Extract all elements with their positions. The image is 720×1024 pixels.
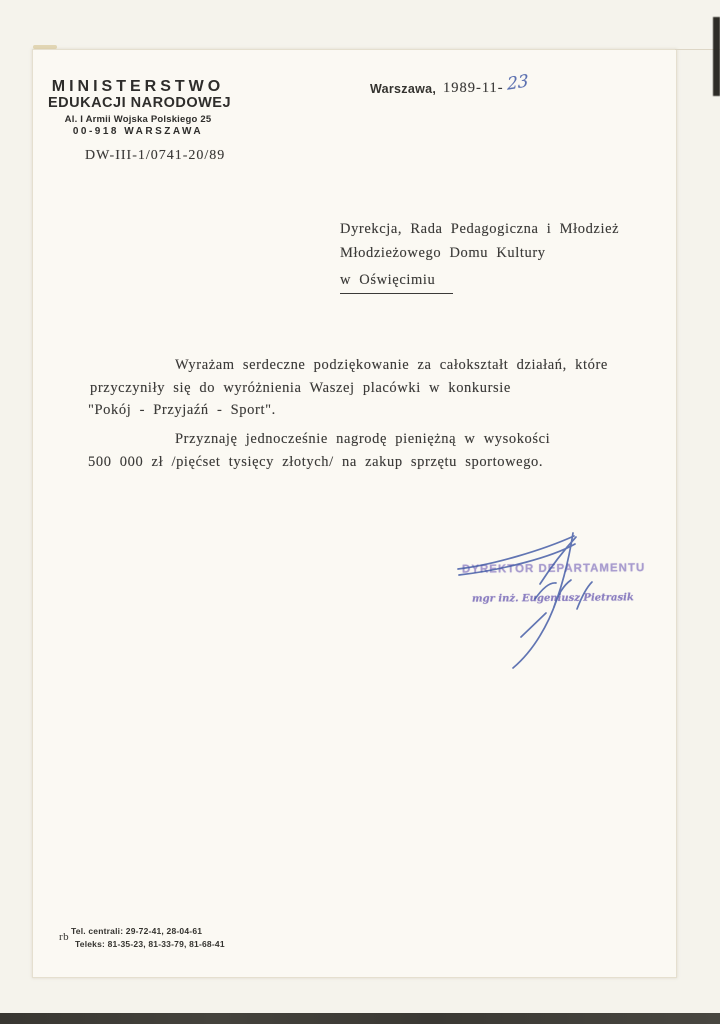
- addressee-line1: Dyrekcja, Rada Pedagogiczna i Młodzież: [340, 221, 620, 237]
- letterhead-city: 00-918 WARSZAWA: [72, 126, 204, 137]
- handwritten-signature: [435, 523, 600, 675]
- scan-smudge: [33, 45, 57, 49]
- body-para2-line1: Przyznaję jednocześnie nagrodę pieniężną w wysokości: [175, 431, 551, 447]
- letterhead-street: Al. I Armii Wojska Polskiego 25: [64, 114, 212, 125]
- footer-typist-initials: rb: [59, 931, 70, 943]
- body-para1-line3: "Pokój - Przyjaźń - Sport".: [88, 402, 276, 418]
- scan-edge-strip-right: [713, 17, 720, 96]
- letterhead-org-line1: MINISTERSTWO: [51, 78, 225, 95]
- addressee-line2: Młodzieżowego Domu Kultury: [340, 245, 546, 261]
- body-para2-line2: 500 000 zł /pięćset tysięcy złotych/ na zakup sprzętu sportowego.: [88, 454, 544, 470]
- stamp-title: DYREKTOR DEPARTAMENTU: [461, 562, 646, 576]
- body-para1-line2: przyczyniły się do wyróżnienia Waszej placówki w konkursie: [90, 380, 511, 396]
- dateline-typed-date: 1989-11-: [443, 80, 504, 96]
- letter-paper: [32, 49, 677, 978]
- dateline-city: Warszawa,: [370, 82, 437, 96]
- footer-telex-line: Teleks: 81-35-23, 81-33-79, 81-68-41: [75, 939, 225, 949]
- scan-edge-band-bottom: [0, 1013, 720, 1024]
- letterhead: [48, 78, 232, 138]
- stamp-signatory-name: mgr inż. Eugeniusz Pietrasik: [471, 592, 634, 605]
- body-para1-line1: Wyrażam serdeczne podziękowanie za całokształt działań, które: [175, 357, 608, 373]
- footer-telephone-line: Tel. centrali: 29-72-41, 28-04-61: [71, 926, 203, 936]
- addressee-line3-underlined: w Oświęcimiu: [340, 272, 453, 294]
- letterhead-org-line2: EDUKACJI NARODOWEJ: [48, 95, 232, 111]
- dateline-handwritten-day: 23: [506, 71, 529, 95]
- reference-number: DW-III-1/0741-20/89: [85, 148, 226, 163]
